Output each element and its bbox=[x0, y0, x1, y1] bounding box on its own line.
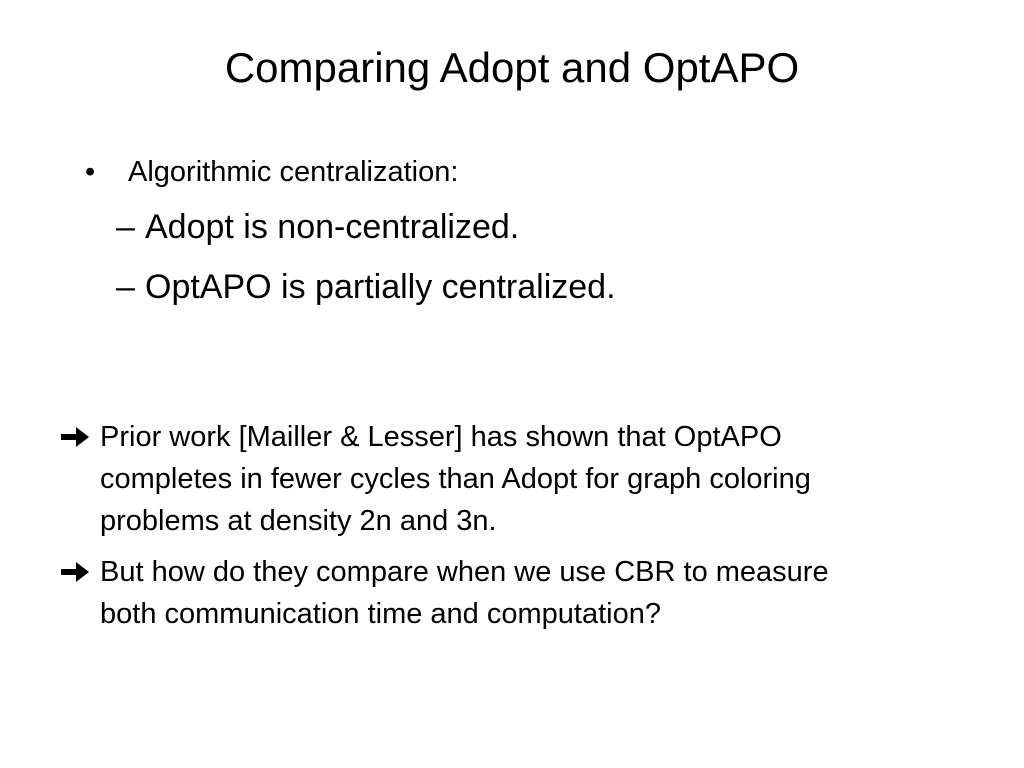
arrow-point-text-line: problems at density 2n and 3n. bbox=[100, 505, 497, 537]
right-arrow-icon bbox=[60, 416, 100, 458]
sub-bullet-item bbox=[116, 266, 616, 308]
sub-bullet-marker: – bbox=[116, 268, 135, 306]
arrow-point-text-line: both communication time and computation? bbox=[100, 598, 661, 630]
arrow-point-text-line: But how do they compare when we use CBR to measure bbox=[100, 556, 829, 588]
sub-bullet-text: Adopt is non-centralized. bbox=[145, 208, 520, 246]
arrow-point bbox=[60, 551, 980, 635]
arrow-point-text-line: completes in fewer cycles than Adopt for graph coloring bbox=[100, 463, 811, 495]
sub-bullet-item bbox=[116, 206, 519, 248]
bullet-text: Algorithmic centralization: bbox=[128, 156, 459, 188]
bullet-marker: • bbox=[85, 156, 96, 188]
bullet-item bbox=[85, 154, 458, 190]
sub-bullet-marker: – bbox=[116, 208, 135, 246]
arrow-point bbox=[60, 416, 980, 542]
sub-bullet-text: OptAPO is partially centralized. bbox=[145, 268, 616, 306]
right-arrow-icon bbox=[60, 551, 100, 593]
slide-title: Comparing Adopt and OptAPO bbox=[224, 44, 800, 91]
arrow-point-text-line: Prior work [Mailler & Lesser] has shown that OptAPO bbox=[100, 421, 782, 453]
